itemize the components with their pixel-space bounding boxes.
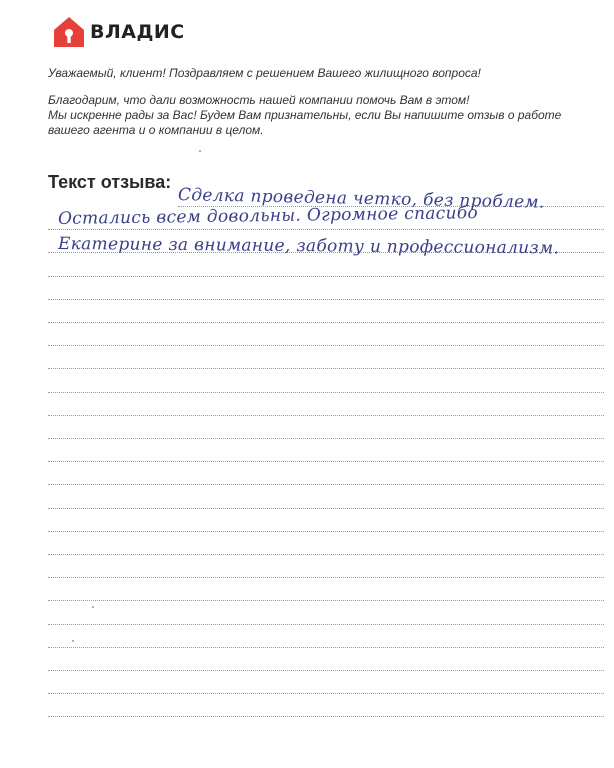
brand-logo [52,14,185,50]
handwritten-line: Сделка проведена четко, без проблем. [177,185,545,213]
handwritten-line: Остались всем довольны. Огромное спасибо [57,203,479,229]
writing-line [48,322,604,323]
thanks-line-3: вашего агента и о компании в целом. [48,123,264,137]
writing-line [48,415,604,416]
thanks-line-1: Благодарим, что дали возможность нашей компании помочь Вам в этом! [48,93,470,107]
writing-line [48,647,604,648]
writing-line [48,577,604,578]
greeting-text: Уважаемый, клиент! Поздравляем с решением Вашего жилищного вопроса! [48,66,481,80]
writing-line [48,299,604,300]
house-keyhole-icon [52,15,86,49]
writing-line [48,345,604,346]
thanks-line-2: Мы искренне рады за Вас! Будем Вам признательны, если Вы напишите отзыв о работе [48,108,562,122]
writing-line [48,716,604,717]
writing-line [48,693,604,694]
review-label: Текст отзыва: [48,172,172,192]
writing-line [48,670,604,671]
scan-speck [72,640,74,642]
writing-line [48,508,604,509]
writing-line [48,484,604,485]
writing-line [48,554,604,555]
writing-line [48,368,604,369]
writing-line [48,461,604,462]
writing-line [48,624,604,625]
writing-line [48,392,604,393]
intro-text [48,66,578,138]
brand-name: ВЛАДИС [90,21,185,43]
writing-line [48,229,604,230]
handwritten-line: Екатерине за внимание, заботу и профессионализм. [57,234,560,259]
scan-speck [199,150,201,152]
writing-line [48,531,604,532]
writing-line [48,600,604,601]
scan-speck [92,606,94,608]
writing-line [48,276,604,277]
writing-line [48,438,604,439]
